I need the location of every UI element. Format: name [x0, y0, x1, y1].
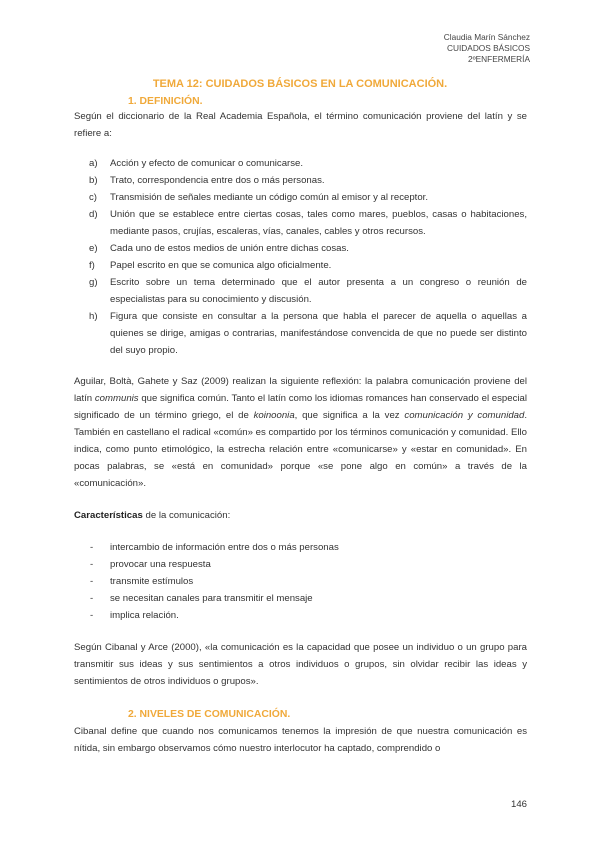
- etymology-text-3: , que significa a la vez: [294, 410, 405, 421]
- list-marker: -: [90, 542, 94, 553]
- characteristics-list-item: [74, 539, 527, 556]
- page-number: 146: [510, 799, 527, 810]
- etymology-term-koinoonia: koinoonia: [253, 410, 295, 421]
- definition-list-item: [74, 257, 527, 274]
- definition-list-item: [74, 172, 527, 189]
- etymology-text-1: Aguilar, Boltà, Gahete y Saz (2009) realizan la siguiente reflexión: la palabra comunicación proviene del latín: [74, 376, 527, 404]
- list-item-text: Transmisión de señales mediante un código común al emisor y al receptor.: [110, 192, 428, 203]
- list-marker: f): [89, 260, 95, 271]
- characteristics-list-item: [74, 573, 527, 590]
- list-item-text: se necesitan canales para transmitir el mensaje: [110, 593, 313, 604]
- section-heading-levels: 2. NIVELES DE COMUNICACIÓN.: [128, 709, 291, 720]
- page-header: [444, 32, 530, 65]
- list-marker: -: [90, 559, 94, 570]
- list-marker: g): [89, 277, 98, 288]
- characteristics-list-item: [74, 556, 527, 573]
- definition-list-item: [74, 155, 527, 172]
- list-item-text: Trato, correspondencia entre dos o más personas.: [110, 175, 325, 186]
- etymology-term-comunicacion: comunicación y comunidad: [404, 410, 525, 421]
- list-marker: h): [89, 311, 98, 322]
- list-marker: e): [89, 243, 98, 254]
- definition-intro: Según el diccionario de la Real Academia Española, el término comunicación proviene del latín y se refiere a:: [74, 111, 527, 139]
- characteristics-list-item: [74, 607, 527, 624]
- characteristics-list-item: [74, 590, 527, 607]
- characteristics-heading: [74, 507, 527, 524]
- list-marker: a): [89, 158, 98, 169]
- characteristics-list: [74, 539, 527, 624]
- header-course: CUIDADOS BÁSICOS: [447, 43, 530, 53]
- list-marker: -: [90, 576, 94, 587]
- document-title: TEMA 12: CUIDADOS BÁSICOS EN LA COMUNICACIÓN.: [152, 78, 448, 90]
- list-item-text: transmite estímulos: [110, 576, 194, 587]
- definition-list-item: [74, 274, 527, 308]
- list-marker: c): [89, 192, 97, 203]
- etymology-text-2: que significa común. Tanto el latín como los idiomas romances han conservado el especial significado de un término griego, el de: [74, 393, 527, 421]
- list-item-text: intercambio de información entre dos o más personas: [110, 542, 339, 553]
- list-marker: -: [90, 593, 94, 604]
- list-marker: b): [89, 175, 98, 186]
- list-item-text: implica relación.: [110, 610, 179, 621]
- list-marker: -: [90, 610, 94, 621]
- definition-list-item: [74, 189, 527, 206]
- header-year: 2ºENFERMERÍA: [467, 54, 530, 64]
- list-item-text: Escrito sobre un tema determinado que el autor presenta a un congreso o reunión de especialistas para su conocimiento y discusión.: [110, 277, 527, 305]
- etymology-text-4: . También en castellano el radical «común» es compartido por los términos comunicación y comunidad. Ello indica, como punto etimológico, la estrecha relación entre «comunicarse» y «estar en comunidad». En pocas palabras, se «está en comunidad» porque «se pone algo en común» a través de la «comunicación».: [74, 410, 528, 489]
- definition-list-item: [74, 206, 527, 240]
- section-heading-definition: 1. DEFINICIÓN.: [128, 96, 203, 107]
- list-item-text: Cada uno de estos medios de unión entre dichas cosas.: [110, 243, 349, 254]
- definition-list-item: [74, 308, 527, 359]
- characteristics-bold: Características: [74, 510, 143, 521]
- etymology-term-communis: communis: [94, 393, 139, 404]
- list-item-text: Figura que consiste en consultar a la persona que habla el parecer de aquella o aquellas a quienes se dirige, amigas o contrarias, manifestándose convencida de que no puede ser distinto del suyo propio.: [110, 311, 527, 356]
- levels-paragraph: Cibanal define que cuando nos comunicamos tenemos la impresión de que nuestra comunicación es nítida, sin embargo observamos cómo nuestro interlocutor ha captado, comprendido o: [74, 726, 527, 754]
- list-marker: d): [89, 209, 98, 220]
- list-item-text: Acción y efecto de comunicar o comunicarse.: [110, 158, 304, 169]
- definition-list-item: [74, 240, 527, 257]
- list-item-text: Papel escrito en que se comunica algo oficialmente.: [110, 260, 332, 271]
- cibanal-definition-paragraph: Según Cibanal y Arce (2000), «la comunicación es la capacidad que posee un individuo o un grupo para transmitir sus ideas y sus sentimientos a otros individuos o grupos, sin olvidar recibir las ideas y sentimientos de otros individuos o grupos».: [74, 642, 527, 687]
- definition-list: [74, 155, 527, 359]
- characteristics-rest: de la comunicación:: [142, 510, 231, 521]
- etymology-paragraph: [74, 373, 527, 492]
- list-item-text: Unión que se establece entre ciertas cosas, tales como mares, pueblos, casas o habitaciones, mediante pasos, crujías, escaleras, vías, canales, cables y otros recursos.: [110, 209, 527, 237]
- list-item-text: provocar una respuesta: [110, 559, 211, 570]
- header-author: Claudia Marín Sánchez: [443, 32, 530, 42]
